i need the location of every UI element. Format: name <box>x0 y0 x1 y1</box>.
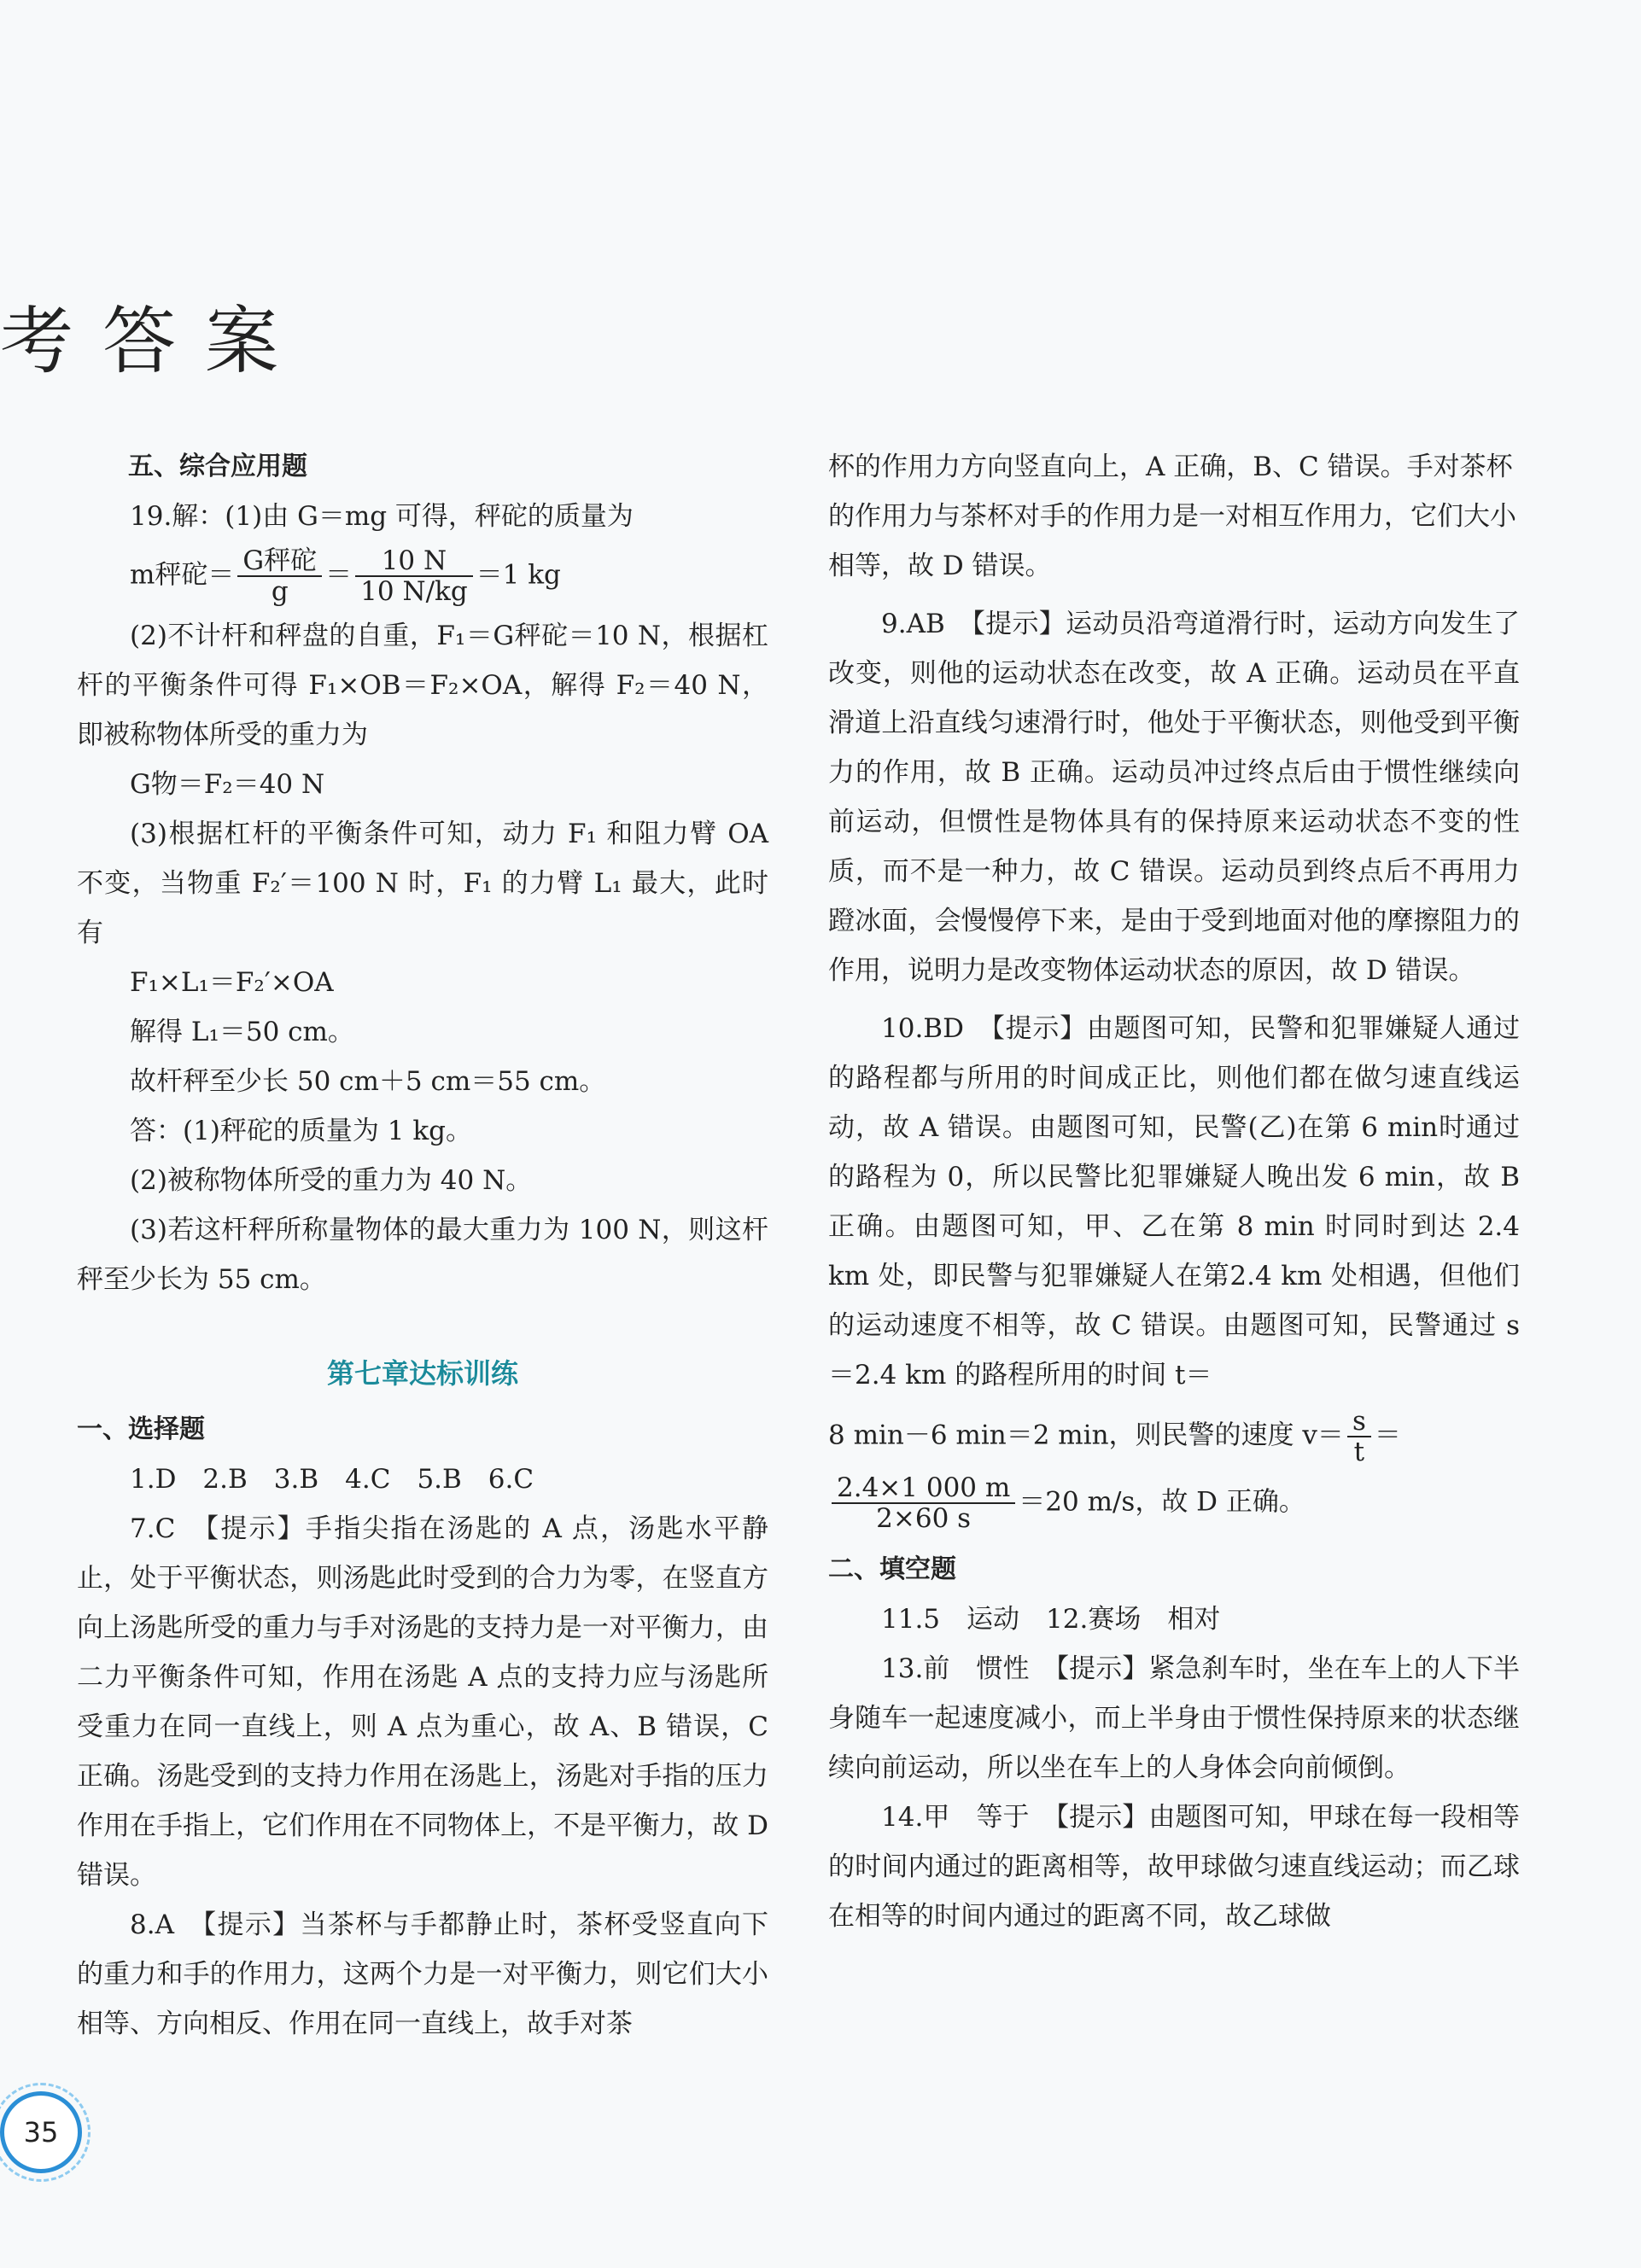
fraction-numerator: G秤砣 <box>237 546 322 577</box>
question-14: 14.甲 等于 【提示】由题图可知，甲球在每一段相等的时间内通过的距离相等，故甲球做匀速直线运动；而乙球在相等的时间内通过的距离不同，故乙球做 <box>828 1802 1520 1932</box>
section-heading: 一、选择题 <box>77 1414 205 1444</box>
fraction-denominator: g <box>271 576 289 607</box>
question-7: 7.C 【提示】手指尖指在汤匙的 A 点，汤匙水平静止，处于平衡状态，则汤匙此时受到的合力为零，在竖直方向上汤匙所受的重力与手对汤匙的支持力是一对平衡力，由二力平衡条件可知，作用在汤匙 A 点的支持力应与汤匙所受重力在同一直线上，则 A 点为重心，故 A、B 错误，C 正确。汤匙受到的支持力作用在汤匙上，汤匙对手指的压力作用在手指上，它们作用在不同物体上，不是平衡力，故 D 错误。 <box>77 1513 768 1891</box>
question-10-result-line <box>828 1473 1520 1533</box>
question-19-part2: (2)不计杆和秤盘的自重，F₁＝G秤砣＝10 N，根据杠杆的平衡条件可得 F₁×OB＝F₂×OA，解得 F₂＝40 N，即被称物体所受的重力为 <box>77 621 768 750</box>
question-19-answer3: (3)若这杆秤所称量物体的最大重力为 100 N，则这杆秤至少长为 55 cm。 <box>77 1215 768 1295</box>
fraction-numerator: 10 N <box>355 546 473 577</box>
fraction <box>237 546 322 606</box>
equation-lhs: m秤砣＝ <box>130 559 235 591</box>
question-10-result-text: ＝20 m/s，故 D 正确。 <box>1019 1486 1305 1518</box>
answers-11-12: 11.5 运动 12.赛场 相对 <box>881 1604 1221 1635</box>
answers-1-6: 1.D 2.B 3.B 4.C 5.B 6.C <box>130 1464 534 1495</box>
question-19-part1: 19.解：(1)由 G＝mg 可得，秤砣的质量为 <box>130 501 634 532</box>
question-19-equation2: G物＝F₂＝40 N <box>130 769 325 800</box>
equation-19-mass: m秤砣＝ $\frac{\text{G秤砣}}{g}$ ＝ $\frac{10 N}{10 N/kg}$ ＝1 kg <box>130 545 561 607</box>
fraction-denominator: 10 N/kg <box>360 576 468 607</box>
question-19-equation3: F₁×L₁＝F₂′×OA <box>130 967 334 998</box>
fraction-denominator: 2×60 s <box>876 1503 972 1534</box>
question-13: 13.前 惯性 【提示】紧急刹车时，坐在车上的人下半身随车一起速度减小，而上半身由于惯性保持原来的状态继续向前运动，所以坐在车上的人身体会向前倾倒。 <box>828 1653 1520 1783</box>
question-19-part3: (3)根据杠杆的平衡条件可知，动力 F₁ 和阻力臂 OA 不变，当物重 F₂′＝100 N 时，F₁ 的力臂 L₁ 最大，此时有 <box>77 819 768 948</box>
page-title: 考答案 <box>0 299 307 384</box>
equation-rhs: ＝1 kg <box>476 559 561 591</box>
fraction <box>832 1473 1015 1533</box>
equals-sign: ＝ <box>1374 1420 1401 1451</box>
fraction-denominator: t <box>1353 1437 1365 1467</box>
question-8-continued: 杯的作用力方向竖直向上，A 正确，B、C 错误。手对茶杯的作用力与茶杯对手的作用力是一对相互作用力，它们大小相等，故 D 错误。 <box>828 452 1516 581</box>
left-column <box>77 442 768 2049</box>
question-10-speed-line <box>828 1407 1520 1466</box>
section-heading: 二、填空题 <box>828 1554 956 1584</box>
question-19-answer2: (2)被称物体所受的重力为 40 N。 <box>130 1165 533 1196</box>
fraction <box>355 546 473 606</box>
fraction <box>1347 1407 1371 1466</box>
fraction-numerator: s <box>1347 1407 1371 1437</box>
question-9: 9.AB 【提示】运动员沿弯道滑行时，运动方向发生了改变，则他的运动状态在改变，故 A 正确。运动员在平直滑道上沿直线匀速滑行时，他处于平衡状态，则他受到平衡力的作用，故 B 正确。运动员冲过终点后由于惯性继续向前运动，但惯性是物体具有的保持原来运动状态不变的性质，而不是一种力，故 C 错误。运动员到终点后不再用力蹬冰面，会慢慢停下来，是由于受到地面对他的摩擦阻力的作用，说明力是改变物体运动状态的原因，故 D 错误。 <box>828 609 1520 986</box>
question-10-speed-text: 8 min－6 min＝2 min，则民警的速度 v＝ <box>828 1420 1344 1451</box>
question-8: 8.A 【提示】当茶杯与手都静止时，茶杯受竖直向下的重力和手的作用力，这两个力是一对平衡力，则它们大小相等、方向相反、作用在同一直线上，故手对茶 <box>77 1909 768 2039</box>
question-19-result: 解得 L₁＝50 cm。 <box>130 1017 354 1047</box>
section-heading: 五、综合应用题 <box>128 452 307 481</box>
question-19-answer1: 答：(1)秤砣的质量为 1 kg。 <box>130 1116 472 1146</box>
question-19-length: 故杆秤至少长 50 cm＋5 cm＝55 cm。 <box>130 1066 606 1097</box>
right-column <box>828 442 1520 1941</box>
question-10: 10.BD 【提示】由题图可知，民警和犯罪嫌疑人通过的路程都与所用的时间成正比，则他们都在做匀速直线运动，故 A 错误。由题图可知，民警(乙)在第 6 min时通过的路程为 0，所以民警比犯罪嫌疑人晚出发 6 min，故 B 正确。由题图可知，甲、乙在第 8 min 时同时到达 2.4 km 处，即民警与犯罪嫌疑人在第2.4 km 处相遇，但他们的运动速度不相等，故 C 错误。由题图可知，民警通过 s＝2.4 km 的路程所用的时间 t＝ <box>828 1013 1520 1391</box>
fraction-numerator: 2.4×1 000 m <box>832 1473 1015 1504</box>
chapter-heading: 第七章达标训练 <box>326 1357 518 1390</box>
page-number: 35 <box>0 2091 82 2173</box>
